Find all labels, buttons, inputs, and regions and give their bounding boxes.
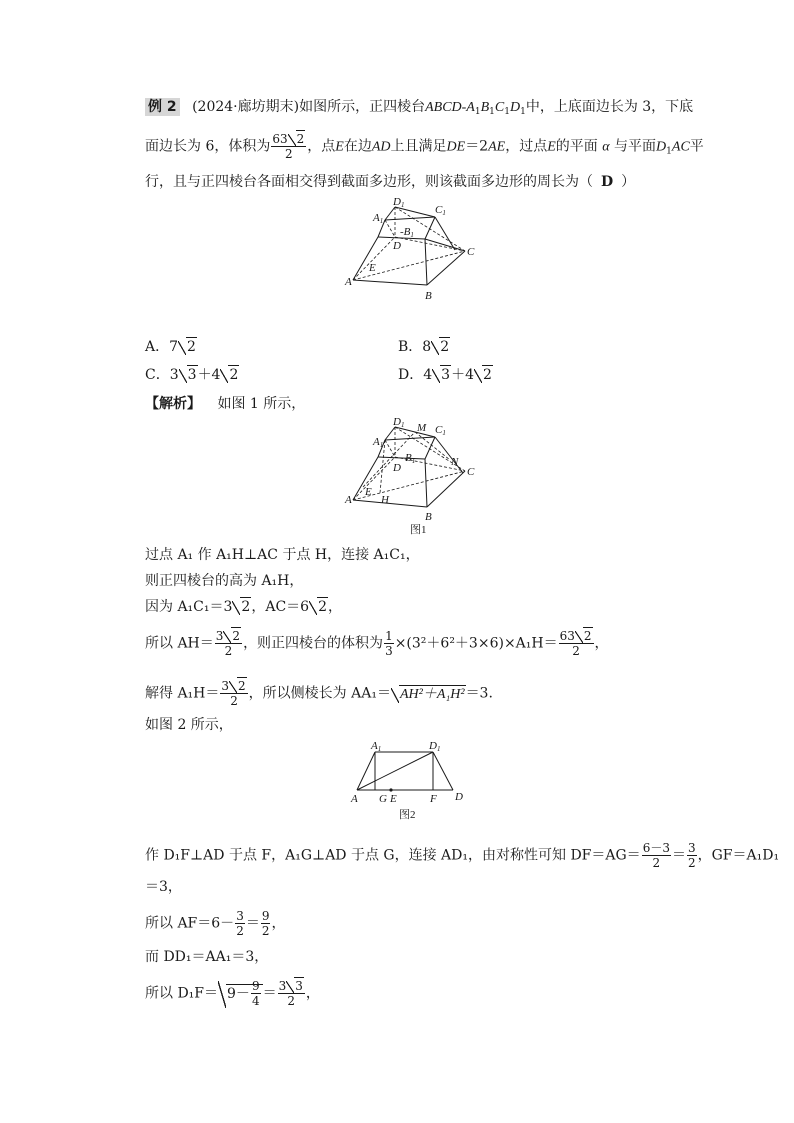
svg-text:A1: A1 (373, 436, 384, 449)
label-D: D (393, 240, 401, 252)
option-c[interactable]: C．3 3＋4 2 (145, 367, 239, 383)
label-C: C (467, 246, 475, 258)
solution-line-8: ＝3， (145, 879, 182, 895)
example-line-1: 例 2 (2024·廊坊期末)如图所示，正四棱台ABCD-$A_1B_1C_1D_1$中，上底面边长为 3，下底 (145, 100, 693, 117)
svg-text:M: M (417, 422, 427, 434)
svg-text:C: C (467, 466, 475, 478)
svg-text:D1: D1 (429, 740, 441, 753)
math: C (494, 100, 505, 115)
svg-text:B1: B1 (405, 452, 416, 465)
svg-text:D: D (455, 791, 463, 803)
answer-letter: D (601, 174, 614, 190)
svg-text:C1: C1 (435, 424, 446, 437)
solution-line-9: 所以 AF＝6－ $\frac{3}{2}$ ＝ $\frac{9}{2}$ ， (145, 909, 286, 938)
option-b[interactable]: B．8 2 (398, 339, 450, 355)
label-B1: -B1 (400, 226, 414, 239)
label-B: B (425, 290, 432, 302)
label-A: A (345, 276, 352, 288)
solution-line-5: 解得 A₁H＝ $\frac{3 2}{2}$ ，所以侧棱长为 AA₁＝ AH²＋A₁H²＝3. (145, 679, 493, 708)
text: 如图所示，正四棱台 (299, 99, 426, 115)
svg-text:E: E (365, 486, 372, 498)
solution-intro: 【解析】 如图 1 所示， (145, 396, 306, 412)
option-d[interactable]: D．4 3＋4 2 (398, 367, 492, 383)
svg-text:D: D (393, 462, 401, 474)
label-C1: C1 (435, 204, 446, 217)
solution-line-3: 因为 A₁C₁＝3 2，AC＝6 2， (145, 599, 342, 615)
solution-tag: 【解析】 (145, 396, 201, 412)
label-D1: D1 (393, 196, 405, 209)
fig1-caption: 图1 (410, 524, 427, 536)
figure-1 (335, 415, 495, 540)
example-line-2: 面边长为 6，体积为 $\frac{63 2}{2}$ ，点E在边AD上且满足DE＝2AE，过点E的平面 α 与平面$D_1AC$平 (145, 132, 704, 161)
svg-text:E: E (390, 793, 397, 805)
label-E: E (369, 262, 376, 274)
svg-text:N: N (451, 456, 459, 468)
math: ABCD-A (425, 100, 475, 115)
frustum-figure (335, 195, 495, 305)
math: D (509, 100, 521, 115)
solution-line-2: 则正四棱台的高为 A₁H， (145, 573, 304, 589)
example-line-3: 行，且与正四棱台各面相交得到截面多边形，则该截面多边形的周长为（ D ） (145, 174, 636, 190)
example-badge: 例 2 (145, 98, 180, 116)
svg-text:A: A (351, 793, 358, 805)
solution-line-1: 过点 A₁ 作 A₁H⊥AC 于点 H，连接 A₁C₁， (145, 547, 420, 563)
svg-text:B: B (425, 511, 432, 523)
source-tag: (2024·廊坊期末) (192, 99, 300, 115)
solution-line-6: 如图 2 所示， (145, 717, 233, 733)
text: 面边长为 6，体积为 (145, 138, 271, 155)
figure-2 (345, 738, 475, 823)
text: 中，上底面边长为 3，下底 (525, 99, 694, 115)
svg-text:H: H (381, 494, 389, 506)
solution-line-11: 所以 D₁F＝ 9－ $\frac{9}{4}$ ＝ $\frac{3 3}{2}$ ， (145, 979, 320, 1008)
svg-text:F: F (430, 793, 437, 805)
svg-text:A1: A1 (371, 740, 382, 753)
option-a[interactable]: A．7 2 (145, 339, 196, 355)
math: B (480, 100, 490, 115)
solution-line-7: 作 D₁F⊥AD 于点 F，A₁G⊥AD 于点 G，连接 AD₁，由对称性可知 DF＝AG＝ $\frac{6-3}{2}$ ＝ $\frac{3}{2}$ ，GF＝A₁D₁ (145, 841, 780, 870)
solution-line-4: 所以 AH＝ $\frac{3 2}{2}$ ，则正四棱台的体积为 $\frac{1}{3}$ ×(3²＋6²＋3×6)×A₁H＝ $\frac{63 2}{2}$ ， (145, 629, 609, 658)
svg-text:A: A (345, 494, 352, 506)
svg-text:G: G (379, 793, 387, 805)
svg-text:D1: D1 (393, 416, 405, 429)
volume-fraction: $\frac{63 2}{2}$ (272, 132, 305, 161)
label-A1: A1 (373, 212, 384, 225)
fig2-caption: 图2 (399, 809, 416, 821)
solution-line-10: 而 DD₁＝AA₁＝3， (145, 949, 269, 965)
